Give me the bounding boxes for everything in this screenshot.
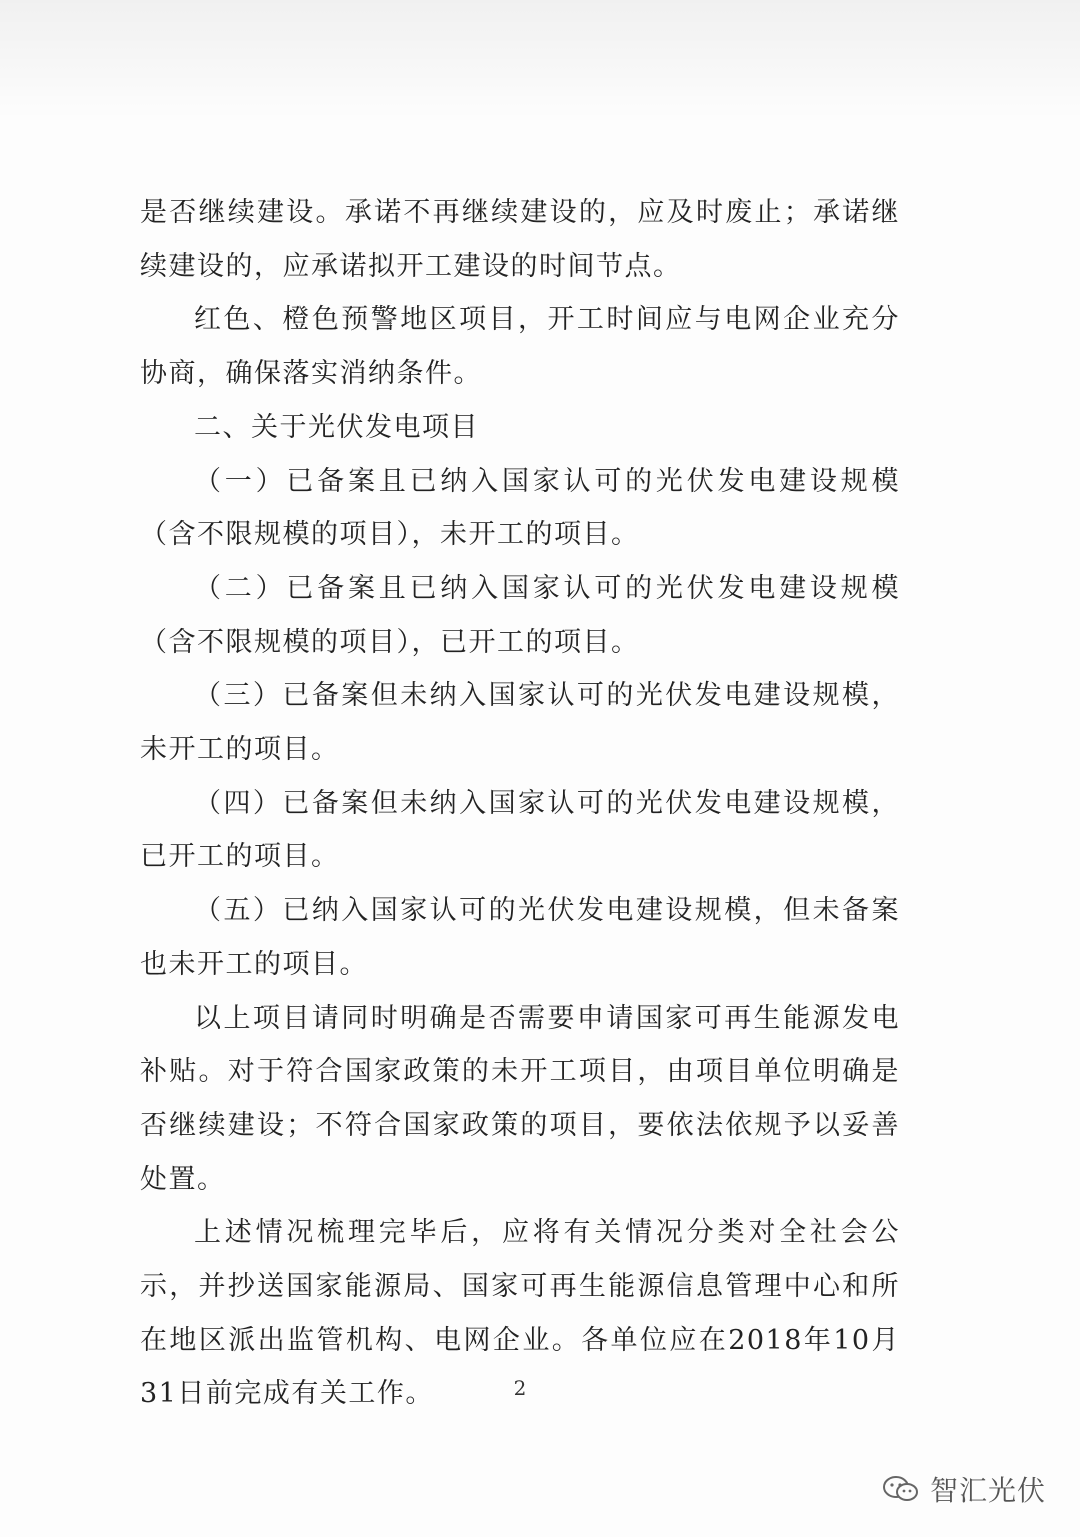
paragraph: （一）已备案且已纳入国家认可的光伏发电建设规模（含不限规模的项目），未开工的项目。: [140, 465, 900, 551]
paragraph: 上述情况梳理完毕后，应将有关情况分类对全社会公示，并抄送国家能源局、国家可再生能源信息管理中心和所在地区派出监管机构、电网企业。各单位应在2018年10月31日前完成有关工作。: [140, 1217, 900, 1410]
paragraph: 红色、橙色预警地区项目，开工时间应与电网企业充分协商，确保落实消纳条件。: [140, 304, 900, 390]
watermark: [882, 1469, 1046, 1509]
page-number: 2: [513, 1376, 527, 1400]
wechat-icon: [882, 1475, 920, 1503]
paragraph: （二）已备案且已纳入国家认可的光伏发电建设规模（含不限规模的项目），已开工的项目。: [140, 572, 900, 658]
document-body: [140, 186, 900, 1421]
paragraph: （四）已备案但未纳入国家认可的光伏发电建设规模，已开工的项目。: [140, 787, 900, 873]
watermark-text: 智汇光伏: [929, 1474, 1046, 1507]
paragraph: （三）已备案但未纳入国家认可的光伏发电建设规模，未开工的项目。: [140, 680, 900, 766]
paragraph: （五）已纳入国家认可的光伏发电建设规模，但未备案也未开工的项目。: [140, 895, 900, 980]
scan-shadow: [0, 0, 1080, 120]
section-heading: 二、关于光伏发电项目: [194, 411, 479, 443]
paragraph: 以上项目请同时明确是否需要申请国家可再生能源发电补贴。对于符合国家政策的未开工项目，由项目单位明确是否继续建设；不符合国家政策的项目，要依法依规予以妥善处置。: [140, 1002, 900, 1195]
paragraph: 是否继续建设。承诺不再继续建设的，应及时废止；承诺继续建设的，应承诺拟开工建设的时间节点。: [140, 197, 900, 282]
